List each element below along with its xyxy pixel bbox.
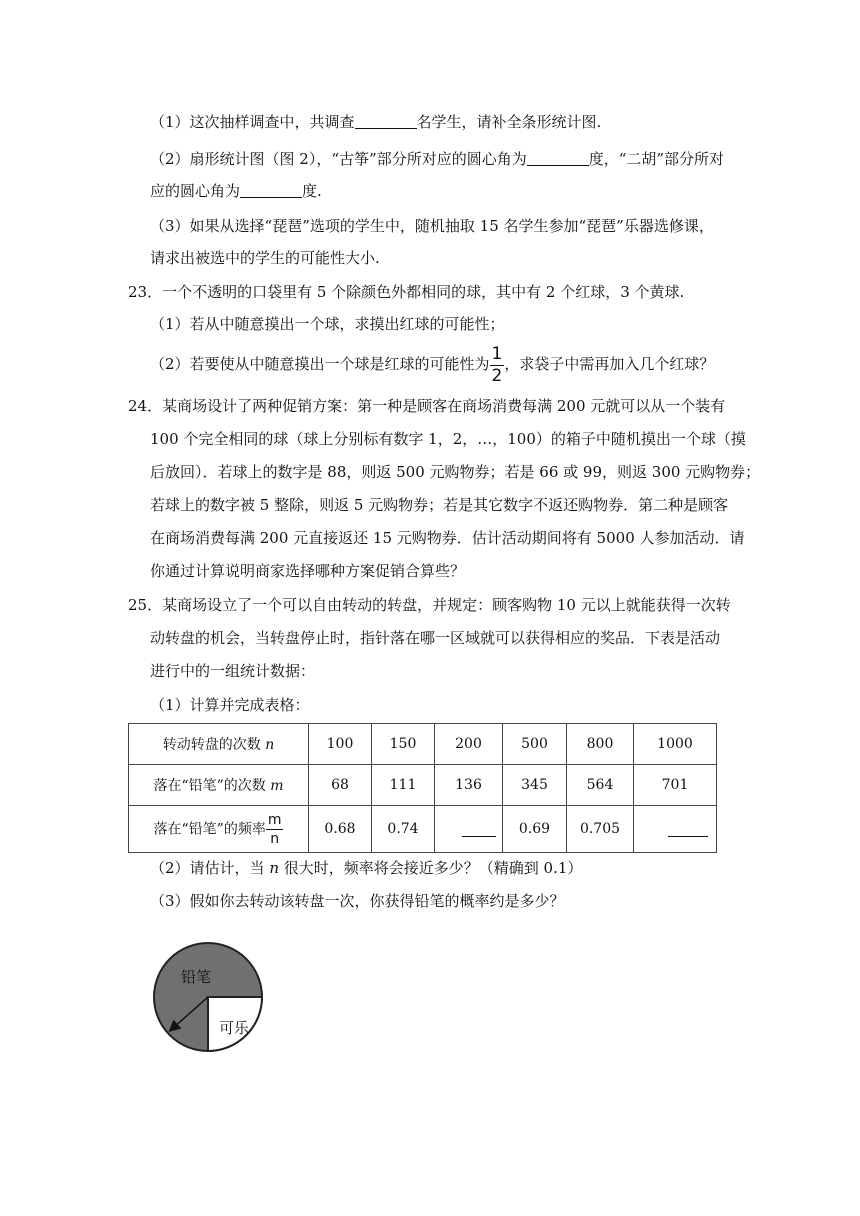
table-cell: 111 xyxy=(372,765,435,806)
q22-part1-text-b: 名学生，请补全条形统计图. xyxy=(416,113,602,131)
table-cell: 701 xyxy=(634,765,717,806)
q22-part2-text-b: 度，“二胡”部分所对 xyxy=(588,150,725,168)
q25-line1: 25．某商场设立了一个可以自由转动的转盘，并规定：顾客购物 10 元以上就能获得一次转 xyxy=(128,596,731,614)
q22-part2-text-a: （2）扇形统计图（图 2），“古筝”部分所对应的圆心角为 xyxy=(150,150,527,168)
q23-stem: 23．一个不透明的口袋里有 5 个除颜色外都相同的球，其中有 2 个红球，3 个黄球. xyxy=(128,283,685,301)
pencil-label: 铅笔 xyxy=(180,968,212,986)
q25-part3: （3）假如你去转动该转盘一次，你获得铅笔的概率约是多少？ xyxy=(150,892,565,910)
table-cell: 345 xyxy=(503,765,567,806)
answer-blank[interactable] xyxy=(527,149,589,166)
statistics-table xyxy=(128,723,717,853)
table-cell: 100 xyxy=(309,724,372,765)
q25-part2: （2）请估计，当 n 很大时，频率将会接近多少？（精确到 0.1） xyxy=(150,859,583,877)
fraction-m-over-n: $\frac{m}{n}$ xyxy=(267,811,282,847)
spinner-figure xyxy=(148,937,268,1057)
table-cell: 1000 xyxy=(634,724,717,765)
table-cell: 0.69 xyxy=(503,806,567,853)
q22-part2 xyxy=(150,148,724,170)
q22-part3-cont: 请求出被选中的学生的可能性大小. xyxy=(150,249,380,267)
table-cell: 800 xyxy=(567,724,634,765)
q23-part2-text-b: ，求袋子中需再加入几个红球？ xyxy=(504,355,715,373)
table-row-pencil-frequency xyxy=(129,806,717,853)
table-cell: 0.705 xyxy=(567,806,634,853)
q23-part2 xyxy=(150,344,714,385)
fraction-numerator: 1 xyxy=(491,343,503,364)
table-cell: 0.74 xyxy=(372,806,435,853)
answer-blank[interactable] xyxy=(355,112,417,129)
answer-blank[interactable] xyxy=(240,181,302,198)
q25-line3: 进行中的一组统计数据： xyxy=(150,662,316,680)
row-label-pencil-frequency: 落在“铅笔”的频率 $\frac{m}{n}$ xyxy=(129,806,309,853)
table-row-spins xyxy=(129,724,717,765)
q22-part2-text-d: 度. xyxy=(302,182,322,200)
q24-line3: 后放回）．若球上的数字是 88，则返 500 元购物券；若是 66 或 99，则返 300 元购物券； xyxy=(150,463,761,481)
table-cell-blank[interactable] xyxy=(435,806,503,853)
q23-part2-text-a: （2）若要使从中随意摸出一个球是红球的可能性为 xyxy=(150,355,490,373)
q22-part2-text-c: 应的圆心角为 xyxy=(150,182,241,200)
q25-line2: 动转盘的机会，当转盘停止时，指针落在哪一区域就可以获得相应的奖品．下表是活动 xyxy=(150,629,721,647)
fraction-denominator: 2 xyxy=(491,365,503,386)
table-cell: 500 xyxy=(503,724,567,765)
q24-line4: 若球上的数字被 5 整除，则返 5 元购物券；若是其它数字不返还购物券．第二种是顾客 xyxy=(150,496,729,514)
q22-part1-text-a: （1）这次抽样调查中，共调查 xyxy=(150,113,355,131)
table-cell: 0.68 xyxy=(309,806,372,853)
q22-part2-cont xyxy=(150,180,322,202)
q25-part1: （1）计算并完成表格： xyxy=(150,696,310,714)
q22-part1 xyxy=(150,111,601,133)
answer-blank[interactable] xyxy=(668,820,708,837)
fraction-one-half xyxy=(490,343,505,386)
q24-line2: 100 个完全相同的球（球上分别标有数字 1，2，…，100）的箱子中随机摸出一个球（摸 xyxy=(150,430,746,448)
q24-line6: 你通过计算说明商家选择哪种方案促销合算些？ xyxy=(150,562,466,580)
q23-part1: （1）若从中随意摸出一个球，求摸出红球的可能性； xyxy=(150,315,505,333)
row-label-pencil-count: 落在“铅笔”的次数 m xyxy=(129,765,309,806)
answer-blank[interactable] xyxy=(462,820,496,837)
table-cell: 200 xyxy=(435,724,503,765)
q22-part3: （3）如果从选择“琵琶”选项的学生中，随机抽取 15 名学生参加“琵琶”乐器选修课， xyxy=(150,217,714,235)
q24-line1: 24．某商场设计了两种促销方案：第一种是顾客在商场消费每满 200 元就可以从一个装有 xyxy=(128,397,726,415)
table-cell-blank[interactable] xyxy=(634,806,717,853)
table-cell: 564 xyxy=(567,765,634,806)
cola-label: 可乐 xyxy=(218,1019,250,1037)
table-cell: 68 xyxy=(309,765,372,806)
row-label-spins: 转动转盘的次数 n xyxy=(129,724,309,765)
table-row-pencil-count xyxy=(129,765,717,806)
table-cell: 150 xyxy=(372,724,435,765)
table-cell: 136 xyxy=(435,765,503,806)
q24-line5: 在商场消费每满 200 元直接返还 15 元购物券．估计活动期间将有 5000 人参加活动．请 xyxy=(150,529,745,547)
